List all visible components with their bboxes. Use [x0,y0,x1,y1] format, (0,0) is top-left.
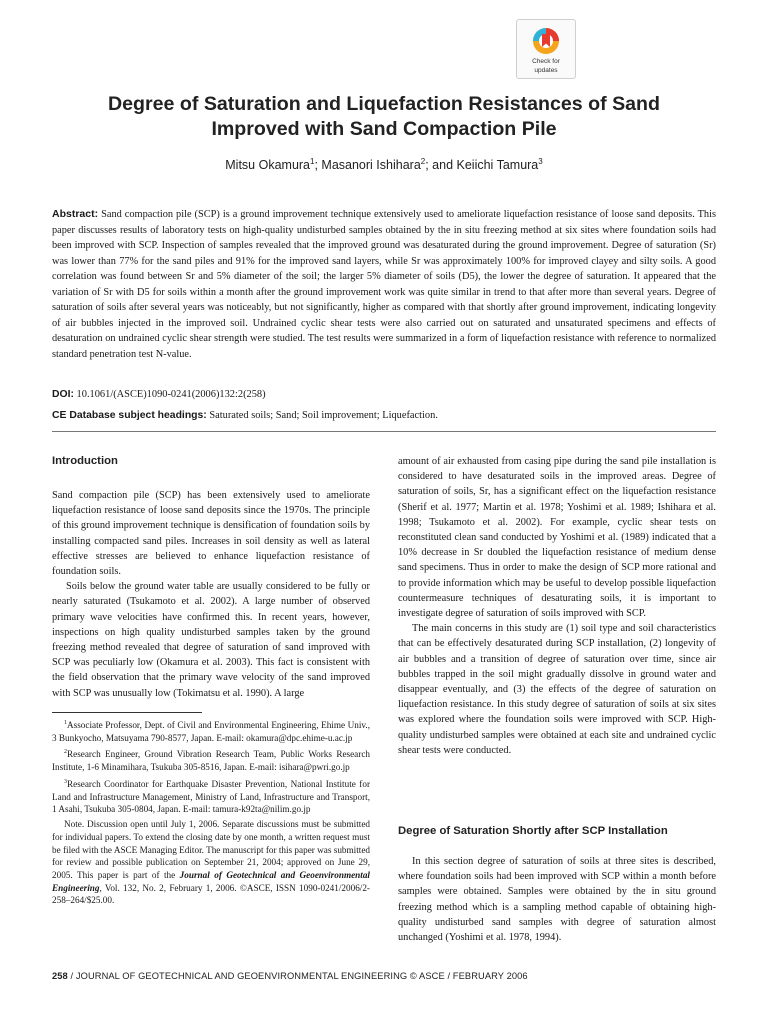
footnote-1: $^1$Associate Professor, Dept. of Civil and Environmental Engineering, Ehime Univ., 3 Bunkyocho, Matsuyama 790-8577, Japan. E-mail: okamura@dpc.ehime-u.ac.jp [52,720,370,743]
footnote-divider [52,712,202,713]
page-number: 258 [52,971,68,981]
title-line-1: Degree of Saturation and Liquefaction Resistances of Sand [108,93,660,115]
subject-headings-value: Saturated soils; Sand; Soil improvement; Liquefaction. [209,410,438,421]
abstract-text: Sand compaction pile (SCP) is a ground improvement technique extensively used to ameliorate liquefaction resistance of loose sand deposits. This paper discusses results of laboratory tests on high-quality undisturbed samples obtained by the in situ freezing method at six sites where foundation soils had been improved with SCP. Inspection of samples revealed that the improved ground was desaturated during the ground improvement. Degree of saturation (Sr) was lower than 77% for the sand piles and 91% for the improved sand layers, while Sr was approximately 100% for improved clayey and silty soils. A good correlation was found between Sr and 5% diameter of the soil; the larger 5% diameter of soils (D5), the lower the degree of saturation. It appeared that the variation of Sr with D5 for soils within a month after the ground improvement work was quite similar in trend to that after more than several years. Degree of saturation of soils after several years was noticeably, but not significantly, higher as compared with that shortly after ground improvement, indicating longevity of air bubbles injected in the improved soil. Undrained cyclic shear tests were also carried out on saturated and unsaturated specimens and effects of desaturation on undrained cyclic shear strength were studied. The test results were summarized in a form of liquefaction resistance with reference to normalized standard penetration test N-value. [52,209,716,360]
footnote-2-text: Research Engineer, Ground Vibration Research Team, Public Works Research Institute, 1-6 Minamihara, Tsukuba 305-8516, Japan. E-mail: isihara@pwri.go.jp [52,749,370,773]
right-paragraph-1: amount of air exhausted from casing pipe during the sand pile installation is considered to have desaturated soils in the improved areas. Degree of saturation of soils, Sr, has a significant effect on the liquefaction resistance (Sherif et al. 1977; Martin et al. 1978; Yoshimi et al. 1989; Ishihara et al. 1998; Tsukamoto et al. 2002). For example, cyclic shear tests on reconstituted clean sand conducted by Yoshimi et al. (1989) indicated that a 10% decrease in Sr doubled the liquefaction resistance of medium dense sand specimens. Thus in order to make the design of SCP more rational and to provide information which may be useful to develop possible liquefaction countermeasure techniques of desaturating soils, it is important to investigate degree of saturation of soils improved with SCP. [398,456,716,620]
doi-value[interactable]: 10.1061/(ASCE)1090-0241(2006)132:2(258) [76,389,266,400]
discussion-note-text-b: , Vol. 132, No. 2, February 1, 2006. ©ASCE, ISSN 1090-0241/2006/2-258–264/$25.00. [52,882,370,906]
subject-headings-label: CE Database subject headings: [52,410,207,421]
author-1-affil: 1 [310,157,315,166]
discussion-note [52,818,370,907]
page-footer [52,971,528,981]
footnote-3: $^3$Research Coordinator for Earthquake Disaster Prevention, National Institute for Land and Infrastructure Management, Ministry of Land, Infrastructure and Transport, 1 Asahi, Tsukuba 305-0804, Japan. E-mail: tamura-k92ta@nilim.go.jp [52,778,370,815]
intro-paragraph-2: Soils below the ground water table are usually considered to be fully or nearly saturated (Tsukamoto et al. 2002). A large number of observed primary wave velocities have confirmed this. In recent years, however, inspections on high quality undisturbed samples taken by the ground freezing method revealed that degree of saturation of sand improved with SCP was peculiarly low (Okamura et al. 2003). This fact is consistent with the field observation that the primary wave velocity of the sand improved with SCP was unusually low (Tokimatsu et al. 1990). A large [52,581,370,699]
author-list [40,157,728,172]
badge-label-2: updates [534,67,558,74]
badge-label-1: Check for [532,58,560,65]
abstract [52,207,716,362]
footnote-1-text: Associate Professor, Dept. of Civil and Environmental Engineering, Ehime Univ., 3 Bunkyocho, Matsuyama 790-8577, Japan. E-mail: okamura@dpc.ehime-u.ac.jp [52,720,370,743]
author-3-affil: 3 [538,157,543,166]
subject-headings [52,410,438,421]
paper-title [40,92,728,142]
author-3: ; and Keiichi Tamura [425,158,539,173]
section-heading-introduction: Introduction [52,455,118,467]
footnotes [52,717,370,909]
footnote-3-text: Research Coordinator for Earthquake Disaster Prevention, National Institute for Land and Infrastructure Management, Ministry of Land, Infrastructure and Transport, 1 Asahi, Tsukuba 305-0804, Japan. E-mail: tamura-k92ta@nilim.go.jp [52,779,370,815]
intro-paragraph-1: Sand compaction pile (SCP) has been extensively used to ameliorate liquefaction resistance of loose sand deposits since the 1970s. The principle of this ground improvement technique is densification of foundation soils by installing compacted sand piles. Increases in soil density as well as lateral effective stresses are believed to enhance liquefaction resistance of foundation soils. [52,490,370,578]
doi-label: DOI: [52,389,74,400]
title-line-2: Improved with Sand Compaction Pile [211,118,557,140]
left-column [52,488,370,701]
author-2-affil: 2 [420,157,426,166]
journal-footer-text: / JOURNAL OF GEOTECHNICAL AND GEOENVIRONMENTAL ENGINEERING © ASCE / FEBRUARY 2006 [67,971,528,981]
right-column-section-2 [398,854,716,945]
section-heading-degree-of-saturation: Degree of Saturation Shortly after SCP Installation [398,825,668,837]
abstract-divider [52,431,716,432]
check-for-updates-badge[interactable] [516,19,576,79]
abstract-label: Abstract: [52,208,99,220]
author-1: Mitsu Okamura [225,158,311,173]
right-paragraph-2: The main concerns in this study are (1) soil type and soil characteristics that can be effectively desaturated during SCP installation, (2) longevity of air bubbles and a transition of degree of saturation over time, since air bubbles trapped in the soil might gradually dissolve in ground water and disappear eventually, and (3) the effects of the degree of saturation on liquefaction resistance. In this study degree of saturation of soils at six sites was explored where the foundation soils were improved with SCP. High-quality undisturbed samples were obtained at each site and undrained cyclic shear tests were conducted. [398,623,716,756]
doi-line [52,389,266,400]
right-column [398,454,716,758]
author-2: ; Masanori Ishihara [314,158,421,173]
right-paragraph-3: In this section degree of saturation of soils at three sites is described, where foundation soils had been improved with SCP within a month before samples were obtained. Samples were obtained by the in situ ground freezing method which is a sampling method capable of obtaining high-quality undisturbed sand samples with degree of saturation almost unchanged (Yoshimi et al. 1978, 1994). [398,856,716,944]
footnote-2: $^2$Research Engineer, Ground Vibration Research Team, Public Works Research Institute, 1-6 Minamihara, Tsukuba 305-8516, Japan. E-mail: isihara@pwri.go.jp [52,749,370,773]
discussion-note-text-a: Note. Discussion open until July 1, 2006. Separate discussions must be submitted for individual papers. To extend the closing date by one month, a written request must be filed with the ASCE Managing Editor. The manuscript for this paper was submitted for review and possible publication on September 21, 2004; approved on June 29, 2005. This paper is part of the [52,819,370,880]
journal-name: Journal of Geotechnical and Geoenvironmental Engineering [52,869,370,893]
check-updates-icon [531,26,561,56]
